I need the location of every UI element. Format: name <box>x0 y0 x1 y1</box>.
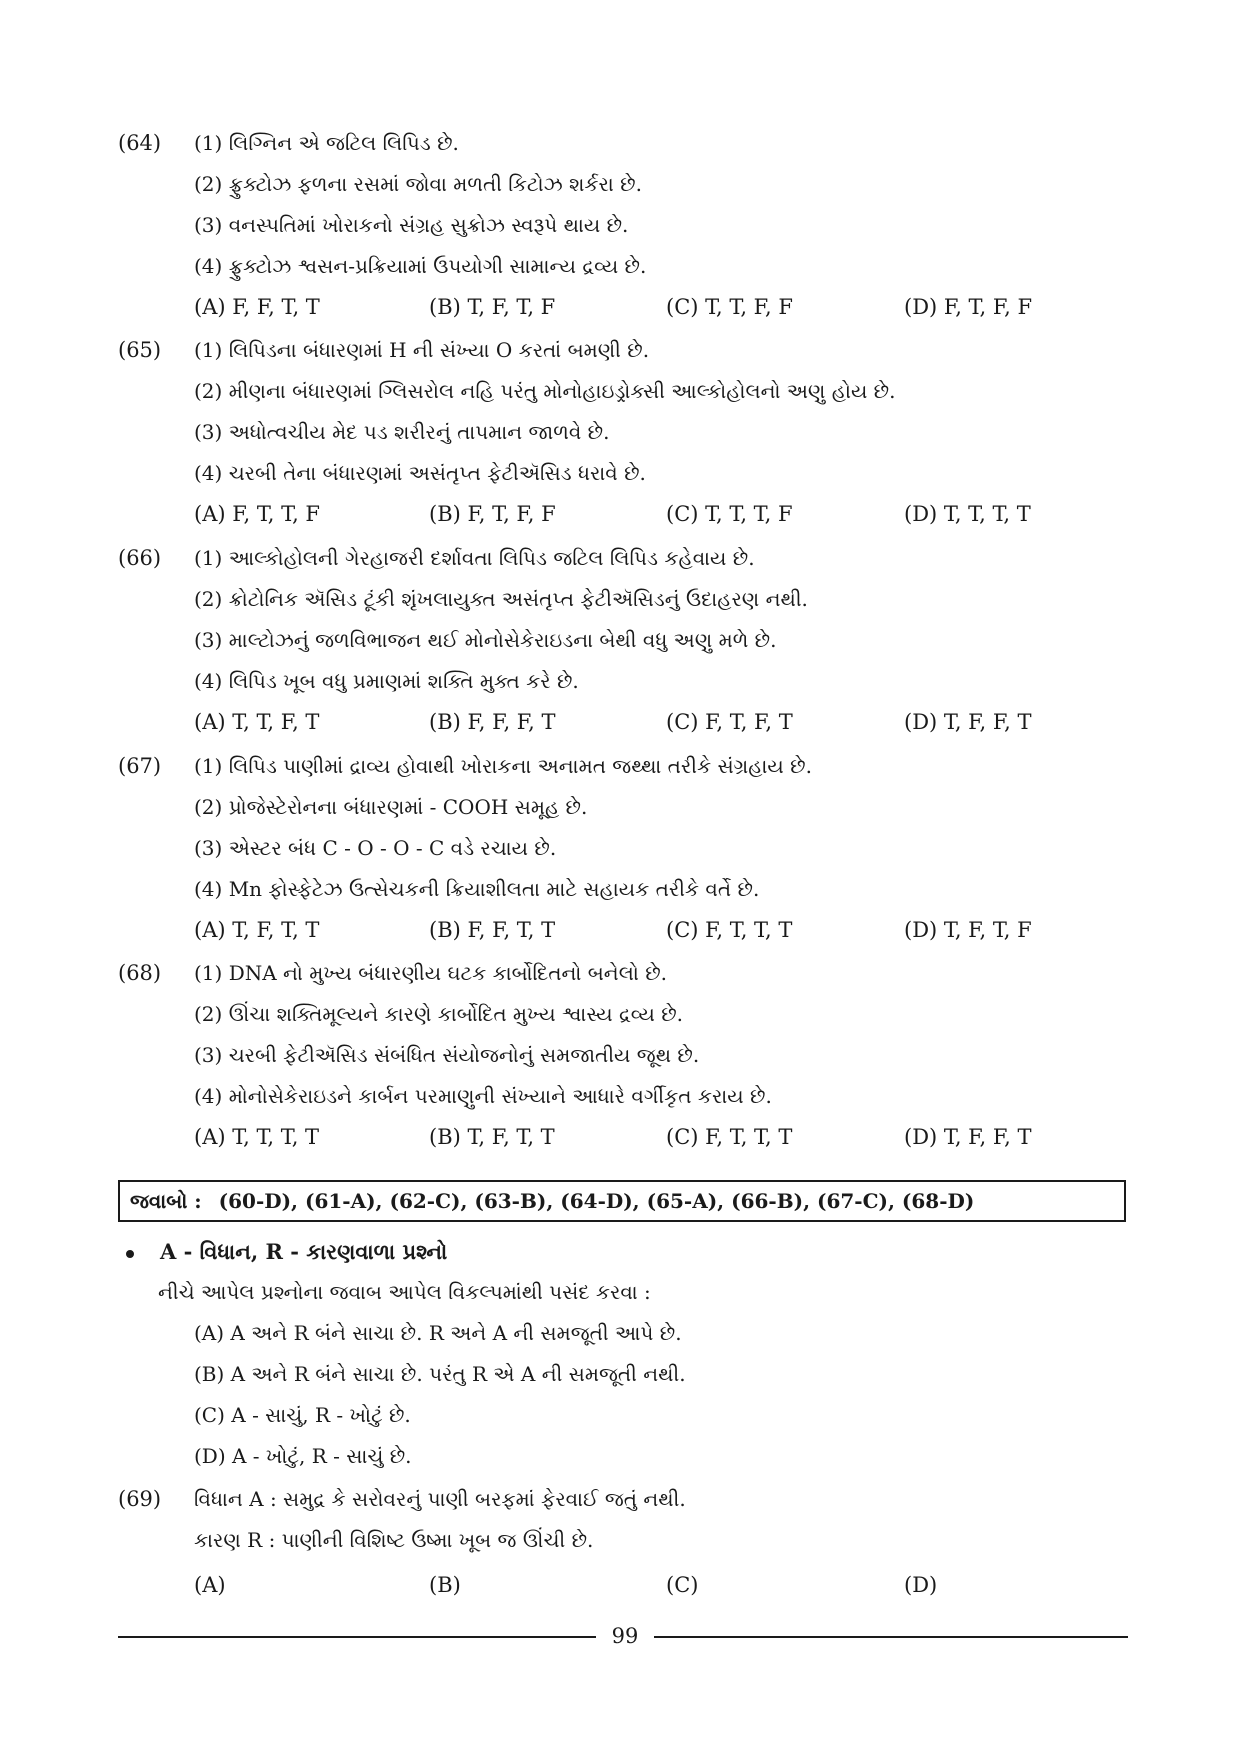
question-number: (64) <box>118 131 162 155</box>
options-row <box>194 1564 1124 1606</box>
section-title <box>126 1232 447 1272</box>
option-d: (D) <box>904 1573 938 1597</box>
option-a: (A) F, T, T, F <box>194 502 320 526</box>
option-b: (B) T, F, T, T <box>429 1125 555 1149</box>
option-c: (C) <box>666 1573 699 1597</box>
bullet-icon <box>126 1250 134 1258</box>
option-c: (C) T, T, F, F <box>666 295 793 319</box>
choice-d: (D) A - ખોટું, R - સાચું છે. <box>194 1444 412 1468</box>
footer-rule-right <box>654 1636 1128 1638</box>
options-row <box>194 286 1124 328</box>
question-number: (66) <box>118 546 162 570</box>
statement-1: (1) આલ્કોહોલની ગેરહાજરી દર્શાવતા લિપિડ જટિલ લિપિડ કહેવાય છે. <box>194 546 755 570</box>
footer-rule-left <box>118 1636 596 1638</box>
statement-3: (3) માલ્ટોઝનું જળવિભાજન થઈ મોનોસેકેરાઇડના બેથી વધુ અણુ મળે છે. <box>194 628 777 652</box>
option-b: (B) T, F, T, F <box>429 295 556 319</box>
option-a: (A) T, T, T, T <box>194 1125 320 1149</box>
statement-1: (1) લિપિડ પાણીમાં દ્રાવ્ય હોવાથી ખોરાકના અનામત જથ્થા તરીકે સંગ્રહાય છે. <box>194 754 812 778</box>
statement-4: (4) ફ્રુક્ટોઝ શ્વસન-પ્રક્રિયામાં ઉપયોગી સામાન્ય દ્રવ્ય છે. <box>194 254 647 278</box>
option-c: (C) F, T, F, T <box>666 710 793 734</box>
answer-key-box <box>118 1180 1126 1222</box>
option-a: (A) F, F, T, T <box>194 295 320 319</box>
option-c: (C) T, T, T, F <box>666 502 793 526</box>
option-c: (C) F, T, T, T <box>666 1125 793 1149</box>
option-d: (D) T, F, F, T <box>904 710 1032 734</box>
choice-a: (A) A અને R બંને સાચા છે. R અને A ની સમજૂતી આપે છે. <box>194 1321 682 1345</box>
question-number: (68) <box>118 961 162 985</box>
statement-1: (1) લિપિડના બંધારણમાં H ની સંખ્યા O કરતાં બમણી છે. <box>194 338 650 362</box>
statement-4: (4) ચરબી તેના બંધારણમાં અસંતૃપ્ત ફેટીઍસિડ ધરાવે છે. <box>194 461 646 485</box>
statement-2: (2) મીણના બંધારણમાં ગ્લિસરોલ નહિ પરંતુ મોનોહાઇડ્રોક્સી આલ્કોહોલનો અણુ હોય છે. <box>194 379 896 403</box>
statement-4: (4) લિપિડ ખૂબ વધુ પ્રમાણમાં શક્તિ મુક્ત કરે છે. <box>194 669 579 693</box>
answer-key-label: જવાબો : <box>130 1189 202 1213</box>
statement-4: (4) Mn ફોસ્ફેટેઝ ઉત્સેચકની ક્રિયાશીલતા માટે સહાયક તરીકે વર્તે છે. <box>194 877 760 901</box>
option-d: (D) F, T, F, F <box>904 295 1033 319</box>
reason: કારણ R : પાણીની વિશિષ્ટ ઉષ્મા ખૂબ જ ઊંચી છે. <box>194 1528 594 1552</box>
statement-3: (3) અધોત્વચીય મેદ પડ શરીરનું તાપમાન જાળવે છે. <box>194 420 610 444</box>
statement-2: (2) પ્રોજેસ્ટેરોનના બંધારણમાં - COOH સમૂહ છે. <box>194 795 588 819</box>
option-d: (D) T, F, T, F <box>904 918 1032 942</box>
statement-3: (3) વનસ્પતિમાં ખોરાકનો સંગ્રહ સુક્રોઝ સ્વરૂપે થાય છે. <box>194 213 629 237</box>
option-b: (B) F, F, F, T <box>429 710 556 734</box>
question-number: (67) <box>118 754 162 778</box>
page-number: 99 <box>611 1624 639 1648</box>
option-b: (B) <box>429 1573 461 1597</box>
question-number: (65) <box>118 338 162 362</box>
option-d: (D) T, T, T, T <box>904 502 1031 526</box>
statement-4: (4) મોનોસેકેરાઇડને કાર્બન પરમાણુની સંખ્યાને આધારે વર્ગીકૃત કરાય છે. <box>194 1084 772 1108</box>
options-row <box>194 1116 1124 1158</box>
assertion: વિધાન A : સમુદ્ર કે સરોવરનું પાણી બરફમાં ફેરવાઈ જતું નથી. <box>194 1487 686 1511</box>
option-b: (B) F, F, T, T <box>429 918 556 942</box>
options-row <box>194 493 1124 535</box>
statement-1: (1) DNA નો મુખ્ય બંધારણીય ઘટક કાર્બોદિતનો બનેલો છે. <box>194 961 668 985</box>
statement-3: (3) એસ્ટર બંધ C - O - O - C વડે રચાય છે. <box>194 836 557 860</box>
choice-b: (B) A અને R બંને સાચા છે. પરંતુ R એ A ની સમજૂતી નથી. <box>194 1362 686 1386</box>
option-a: (A) <box>194 1573 226 1597</box>
question-number: (69) <box>118 1487 162 1511</box>
statement-3: (3) ચરબી ફેટીઍસિડ સંબંધિત સંયોજનોનું સમજાતીય જૂથ છે. <box>194 1043 700 1067</box>
statement-2: (2) ઊંચા શક્તિમૂલ્યને કારણે કાર્બોદિત મુખ્ય શ્વાસ્ય દ્રવ્ય છે. <box>194 1002 684 1026</box>
options-row <box>194 701 1124 743</box>
section-instruction: નીચે આપેલ પ્રશ્નોના જવાબ આપેલ વિકલ્પમાંથી પસંદ કરવા : <box>158 1280 651 1304</box>
statement-2: (2) ક્રોટોનિક ઍસિડ ટૂંકી શૃંખલાયુક્ત અસંતૃપ્ત ફેટીઍસિડનું ઉદાહરણ નથી. <box>194 587 808 611</box>
option-c: (C) F, T, T, T <box>666 918 793 942</box>
statement-2: (2) ફ્રુક્ટોઝ ફળના રસમાં જોવા મળતી કિટોઝ શર્કરા છે. <box>194 172 642 196</box>
answer-key-text: (60-D), (61-A), (62-C), (63-B), (64-D), (65-A), (66-B), (67-C), (68-D) <box>218 1189 975 1213</box>
option-d: (D) T, F, F, T <box>904 1125 1032 1149</box>
statement-1: (1) લિગ્નિન એ જટિલ લિપિડ છે. <box>194 131 459 155</box>
option-a: (A) T, F, T, T <box>194 918 320 942</box>
section-title-text: A - વિધાન, R - કારણવાળા પ્રશ્નો <box>160 1239 448 1264</box>
option-a: (A) T, T, F, T <box>194 710 320 734</box>
options-row <box>194 909 1124 951</box>
option-b: (B) F, T, F, F <box>429 502 556 526</box>
choice-c: (C) A - સાચું, R - ખોટું છે. <box>194 1403 411 1427</box>
